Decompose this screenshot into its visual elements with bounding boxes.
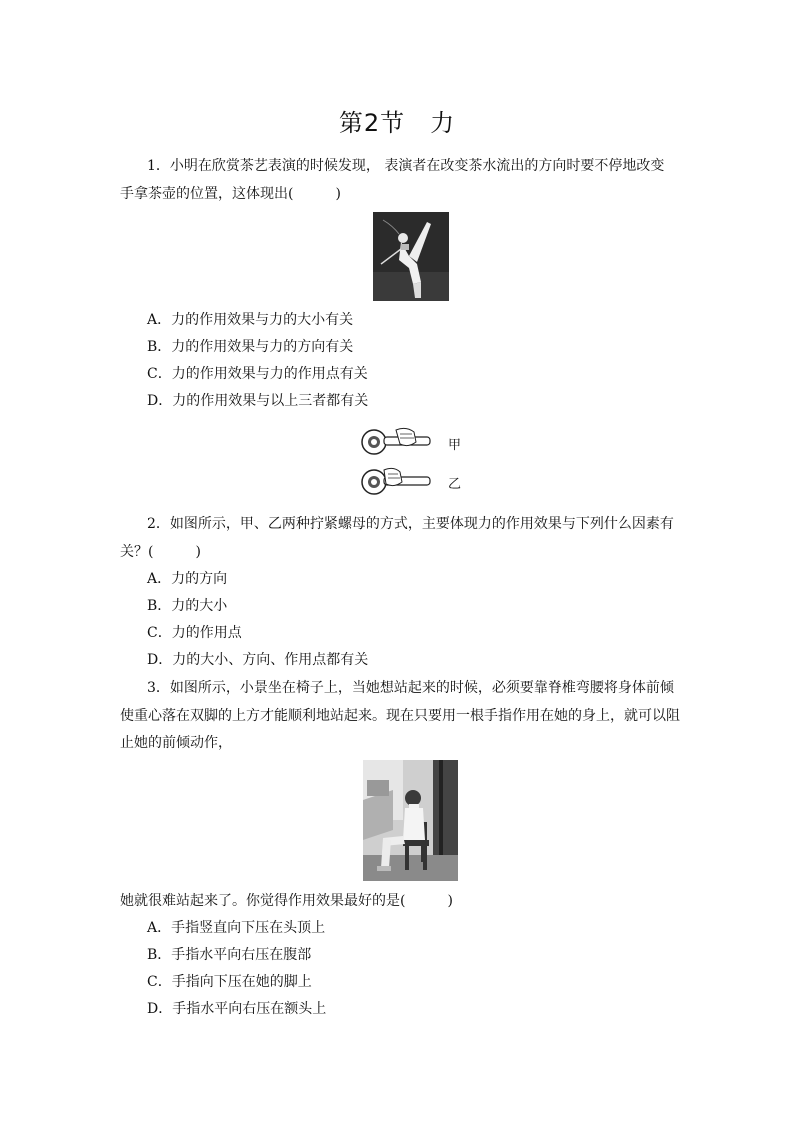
q1-option-b: B．力的作用效果与力的方向有关	[147, 339, 354, 355]
q2-option-b: B．力的大小	[147, 598, 228, 614]
q3-stem-line1: 3．如图所示，小景坐在椅子上，当她想站起来的时候，必须要靠脊椎弯腰将身体前倾	[147, 680, 674, 696]
q1-stem-line1: 1．小明在欣赏茶艺表演的时候发现， 表演者在改变茶水流出的方向时要不停地改变	[147, 158, 665, 174]
wrench-figure-bottom	[360, 464, 436, 500]
q1-option-a: A．力的作用效果与力的大小有关	[147, 312, 354, 328]
q2-option-c: C．力的作用点	[147, 625, 242, 641]
q3-option-b: B．手指水平向右压在腹部	[147, 947, 312, 963]
q2-stem-line2: 关？( )	[120, 544, 201, 560]
q3-option-c: C．手指向下压在她的脚上	[147, 974, 312, 990]
seated-girl-photo	[363, 760, 458, 881]
q3-stem-line3: 止她的前倾动作，	[120, 735, 232, 751]
q2-stem-line1: 2．如图所示，甲、乙两种拧紧螺母的方式，主要体现力的作用效果与下列什么因素有	[147, 516, 674, 532]
q1-option-c: C．力的作用效果与力的作用点有关	[147, 366, 368, 382]
tea-performer-photo	[373, 212, 449, 301]
q3-option-d: D．手指水平向右压在额头上	[147, 1001, 327, 1017]
q2-option-a: A．力的方向	[147, 571, 228, 587]
wrench-figure-top	[360, 426, 436, 460]
fig-label-yi: 乙	[448, 477, 462, 492]
q2-option-d: D．力的大小、方向、作用点都有关	[147, 652, 369, 668]
q3-stem-line2: 使重心落在双脚的上方才能顺利地站起来。现在只要用一根手指作用在她的身上，就可以阻	[120, 708, 680, 724]
q1-option-d: D．力的作用效果与以上三者都有关	[147, 393, 369, 409]
q3-option-a: A．手指竖直向下压在头顶上	[147, 920, 326, 936]
q1-stem-line2: 手拿茶壶的位置，这体现出( )	[120, 186, 341, 202]
fig-label-jia: 甲	[448, 438, 462, 453]
q3-stem-line4: 她就很难站起来了。你觉得作用效果最好的是( )	[120, 893, 453, 909]
page-title: 第2节 力	[338, 109, 456, 137]
